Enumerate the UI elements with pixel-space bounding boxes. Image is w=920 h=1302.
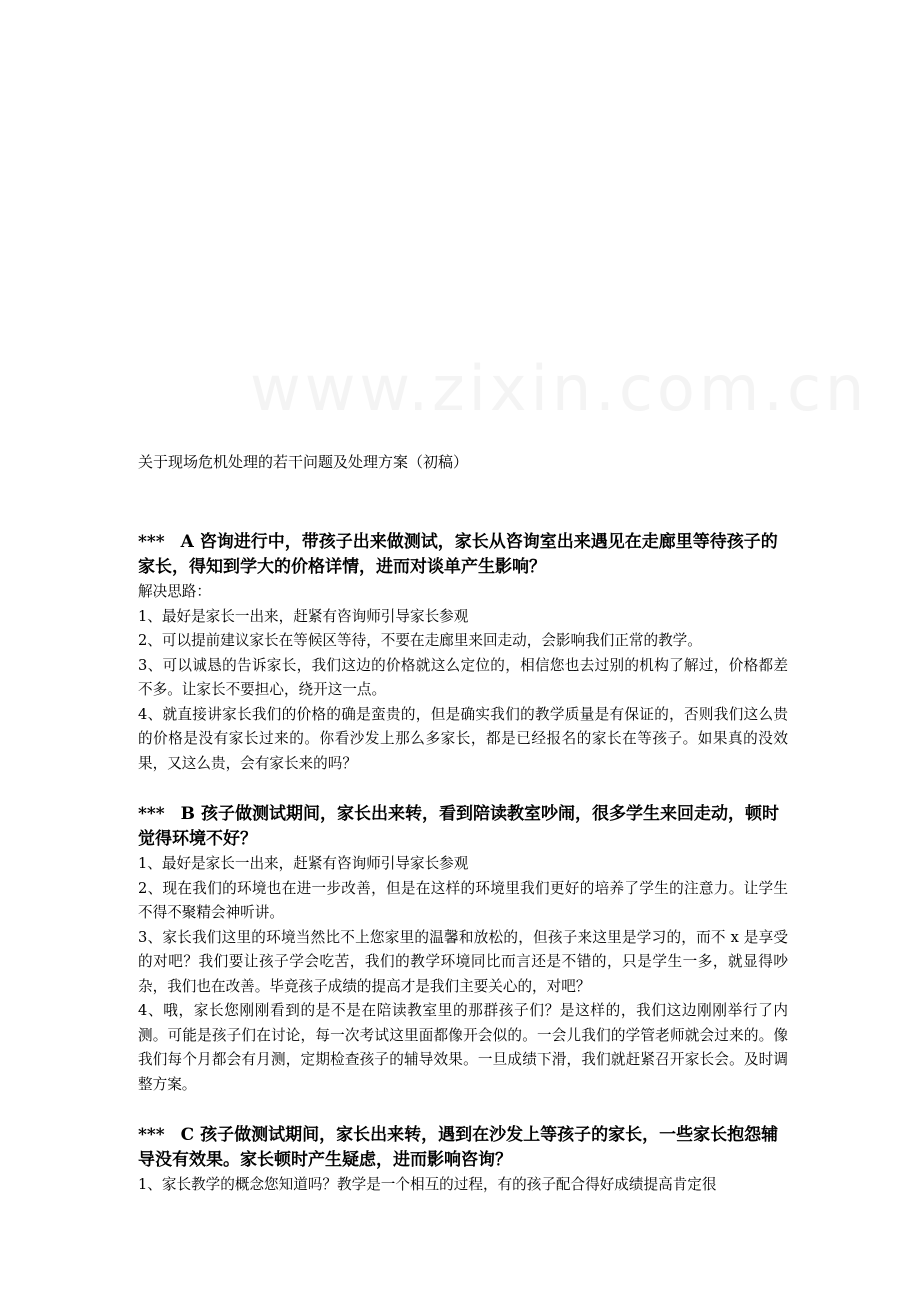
section-b xyxy=(138,802,788,1097)
paragraph: 3、家长我们这里的环境当然比不上您家里的温馨和放松的，但孩子来这里是学习的，而不 x 是享受的对吧？我们要让孩子学会吃苦，我们的教学环境同比而言还是不错的，只是学生一多，就显得吵杂，我们也在改善。毕竟孩子成绩的提高才是我们主要关心的，对吧？ xyxy=(138,928,788,995)
paragraph: 1、家长教学的概念您知道吗？教学是一个相互的过程，有的孩子配合得好成绩提高肯定很 xyxy=(138,1176,717,1193)
heading-text: B 孩子做测试期间，家长出来转，看到陪读教室吵闹，很多学生来回走动，顿时觉得环境不好？ xyxy=(138,804,779,849)
section-a xyxy=(138,530,788,776)
paragraph: 4、哦，家长您刚刚看到的是不是在陪读教室里的那群孩子们？是这样的，我们这边刚刚举行了内测。可能是孩子们在讨论，每一次考试这里面都像开会似的。一会儿我们的学管老师就会过来的。像我们每个月都会有月测，定期检查孩子的辅导效果。一旦成绩下滑，我们就赶紧召开家长会。及时调整方案。 xyxy=(138,1002,788,1093)
document-title: 关于现场危机处理的若干问题及处理方案（初稿） xyxy=(138,453,469,471)
paragraph: 2、可以提前建议家长在等候区等待，不要在走廊里来回走动，会影响我们正常的教学。 xyxy=(138,632,702,649)
paragraph: 1、最好是家长一出来，赶紧有咨询师引导家长参观 xyxy=(138,855,469,872)
stars-marker: *** xyxy=(138,1125,165,1145)
paragraph: 1、最好是家长一出来，赶紧有咨询师引导家长参观 xyxy=(138,607,469,625)
paragraph: 3、可以诚恳的告诉家长，我们这边的价格就这么定位的，相信您也去过别的机构了解过，价格都差不多。让家长不要担心，绕开这一点。 xyxy=(138,656,788,698)
paragraph: 解决思路： xyxy=(138,583,211,600)
paragraph: 2、现在我们的环境也在进一步改善，但是在这样的环境里我们更好的培养了学生的注意力。让学生不得不聚精会神听讲。 xyxy=(138,879,788,921)
heading-text: C 孩子做测试期间，家长出来转，遇到在沙发上等孩子的家长，一些家长抱怨辅导没有效果。家长顿时产生疑虑，进而影响咨询？ xyxy=(138,1125,779,1170)
document-page xyxy=(138,450,788,1224)
section-heading xyxy=(138,530,788,580)
section-c xyxy=(138,1123,788,1198)
paragraph: 4、就直接讲家长我们的价格的确是蛮贵的，但是确实我们的教学质量是有保证的，否则我们这么贵的价格是没有家长过来的。你看沙发上那么多家长，都是已经报名的家长在等孩子。如果真的没效果，又这么贵，会有家长来的吗？ xyxy=(138,705,788,772)
stars-marker: *** xyxy=(138,804,165,824)
section-heading xyxy=(138,1123,788,1173)
stars-marker: *** xyxy=(138,532,165,552)
heading-text: A 咨询进行中，带孩子出来做测试，家长从咨询室出来遇见在走廊里等待孩子的家长，得知到学大的价格详情，进而对谈单产生影响？ xyxy=(138,532,778,577)
watermark: www.zixin.com.cn xyxy=(250,352,869,425)
section-heading xyxy=(138,802,788,852)
